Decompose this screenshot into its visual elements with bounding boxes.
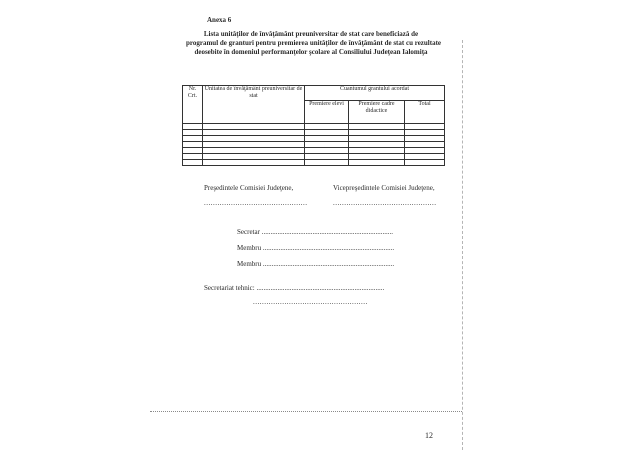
- president-signature: [204, 184, 293, 192]
- table-cell: [203, 160, 305, 166]
- tech-secretary-label: Secretariat tehnic:: [204, 284, 255, 292]
- page-number: 12: [425, 431, 433, 440]
- grant-table: [182, 85, 445, 166]
- title-line: programul de granturi pentru premierea unităţilor de învăţământ de stat cu rezultate: [186, 39, 442, 47]
- table-body: [183, 124, 445, 166]
- annex-label: Anexa 6: [207, 16, 232, 24]
- president-line: ..............................................: [204, 199, 308, 207]
- secretary-row: [237, 228, 393, 236]
- tech-secretary-line: .........................................................................: [256, 284, 385, 292]
- scan-edge-rule: [462, 40, 463, 450]
- secretary-label: Secretar: [237, 228, 260, 236]
- table-cell: [349, 160, 405, 166]
- table-row: [183, 160, 445, 166]
- member-line: ...........................................................................: [262, 244, 395, 252]
- subcol-students-header: Premiere elevi: [305, 101, 349, 124]
- title-line: Lista unităţilor de învăţământ preuniversitar de stat care beneficiază de: [203, 30, 419, 38]
- president-label: Preşedintele Comisiei Judeţene,: [204, 184, 294, 192]
- vice-president-line: ..............................................: [333, 199, 437, 207]
- table-cell: [405, 160, 445, 166]
- scan-bottom-rule: [150, 411, 462, 412]
- subcol-total-header: Total: [405, 101, 445, 124]
- col-nr-header: Nr. Crt.: [183, 86, 203, 124]
- tech-secretary-row: [204, 284, 384, 292]
- member-row: [237, 244, 394, 252]
- tech-secretary-line-2: ...................................................: [253, 298, 368, 306]
- subcol-teachers-header: Premiere cadre didactice: [349, 101, 405, 124]
- member-label: Membru: [237, 244, 262, 252]
- document-title: [186, 30, 442, 57]
- member-label: Membru: [237, 260, 262, 268]
- vice-president-signature: [333, 184, 435, 192]
- vice-president-label: Vicepreşedintele Comisiei Judeţene,: [333, 184, 435, 192]
- col-unit-header: Unitatea de învăţământ preuniversitar de stat: [203, 86, 305, 124]
- col-amount-header: Cuantumul grantului acordat: [305, 86, 445, 101]
- title-line: deosebite în domeniul performanţelor şcolare al Consiliului Judeţean Ialomiţa: [194, 48, 428, 56]
- secretary-line: ...........................................................................: [261, 228, 393, 236]
- table-cell: [183, 160, 203, 166]
- member-row: [237, 260, 394, 268]
- table-cell: [305, 160, 349, 166]
- member-line: ...........................................................................: [262, 260, 395, 268]
